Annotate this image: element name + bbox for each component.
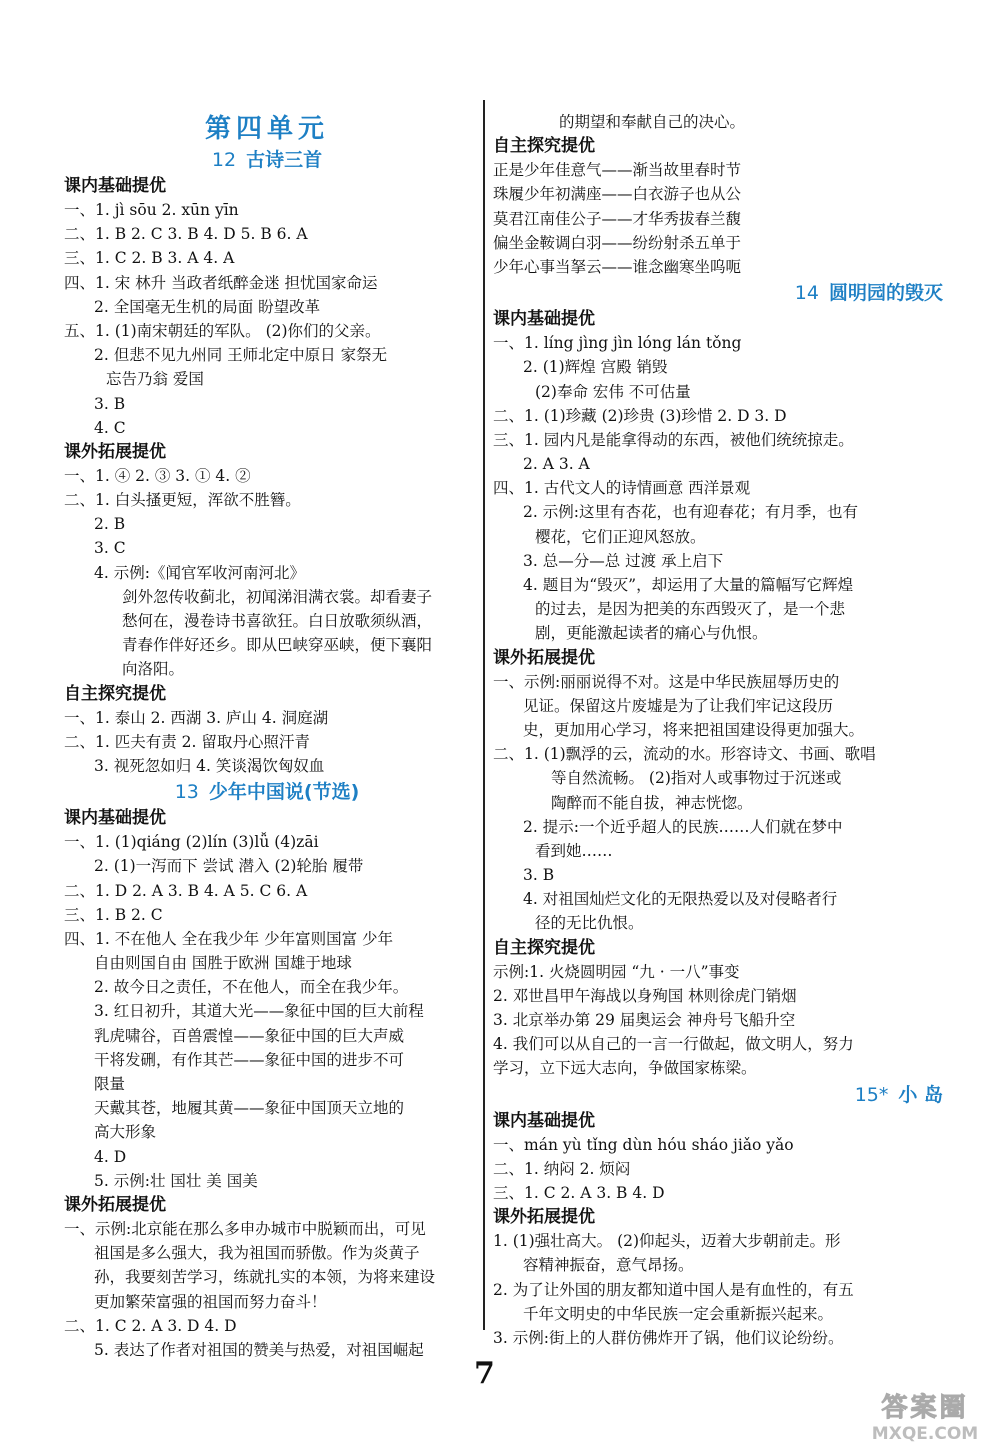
answer-line: 二、1. 纳闷 2. 烦闷 [493,1159,631,1178]
answer-line: 自由则国自由 国胜于欧洲 国雄于地球 [94,954,352,973]
answer-line: 一、1. 泰山 2. 西湖 3. 庐山 4. 洞庭湖 [64,708,329,727]
answer-line: 学习，立下远大志向，争做国家栋梁。 [493,1059,757,1078]
answer-line: 2. 邓世昌甲午海战以身殉国 林则徐虎门销烟 [493,986,797,1005]
answer-line: 示例:1. 火烧圆明园 “九 · 一八”事变 [493,962,740,981]
answer-line: 祖国是多么强大，我为祖国而骄傲。作为炎黄子 [94,1244,420,1263]
lesson-15-heading [493,1081,955,1109]
answer-line: 一、mán yù tǐng dùn hóu sháo jiǎo yǎo [493,1135,794,1154]
lesson-title: 圆明园的毁灭 [828,282,943,305]
watermark-logo [858,1392,992,1448]
answer-line: 5. 示例:壮 国壮 美 国美 [94,1171,258,1190]
answer-line: 5. 表达了作者对祖国的赞美与热爱，对祖国崛起 [94,1340,424,1359]
answer-line: 4. 我们可以从自己的一言一行做起，做文明人，努力 [493,1035,854,1054]
answer-line: 2. 提示:一个近乎超人的民族……人们就在梦中 [523,817,843,836]
answer-line: 一、1. ④ 2. ③ 3. ① 4. ② [64,466,251,485]
answer-line: 二、1. B 2. C 3. B 4. D 5. B 6. A [64,225,308,244]
answer-line: 等自然流畅。 (2)指对人或事物过于沉迷或 [551,769,842,788]
section-heading: 课内基础提优 [493,309,595,330]
answer-line: 愁何在，漫卷诗书喜欲狂。白日放歌须纵酒， [122,612,433,630]
answer-line: 一、示例:北京能在那么多申办城市中脱颖而出，可见 [64,1219,426,1238]
answer-line: 4. 示例:《闻官军收河南河北》 [94,563,305,582]
answer-line: 容精神振奋，意气昂扬。 [523,1256,694,1275]
answer-line: 3. 视死忽如归 4. 笑谈渴饮匈奴血 [94,756,325,775]
answer-line: 二、1. C 2. A 3. D 4. D [64,1316,237,1335]
section-heading: 自主探究提优 [64,683,166,704]
answer-line: 干将发硎，有作其芒——象征中国的进步不可 [94,1050,405,1069]
answer-line: 1. (1)强壮高大。 (2)仰起头，迈着大步朝前走。形 [493,1232,841,1251]
answer-line: 2. 但悲不见九州同 王师北定中原日 家祭无 [94,346,388,365]
lesson-number: 14 [794,282,819,305]
watermark-url: MXQE.COM [871,1424,979,1444]
answer-line: 正是少年佳意气——渐当故里春时节 [493,161,742,180]
answer-line: 剧，更能激起读者的痛心与仇恨。 [535,624,768,643]
answer-line: 三、1. C 2. B 3. A 4. A [64,249,235,268]
lesson-number: 15* [854,1083,889,1106]
answer-line: 少年心事当拏云——谁念幽寒坐呜呃 [493,257,742,276]
answer-line: 2. A 3. A [523,455,590,474]
answer-line: 四、1. 古代文人的诗情画意 西洋景观 [493,479,751,498]
answer-line: 限量 [94,1075,126,1093]
answer-line: 4. C [94,418,126,437]
answer-line: 二、1. D 2. A 3. B 4. A 5. C 6. A [64,881,308,900]
answer-line: 忘告乃翁 爱国 [106,370,204,389]
answer-line: 樱花，它们正迎风怒放。 [535,527,706,546]
answer-line: 4. 对祖国灿烂文化的无限热爱以及对侵略者行 [523,890,838,909]
section-heading: 自主探究提优 [493,937,595,958]
answer-line: 4. 题目为“毁灭”，却运用了大量的篇幅写它辉煌 [523,576,854,594]
lesson-number: 13 [174,781,199,804]
answer-line: 高大形象 [94,1123,157,1142]
answer-line: 2. 为了让外国的朋友都知道中国人是有血性的，有五 [493,1280,854,1299]
answer-line: 千年文明史的中华民族一定会重新振兴起来。 [523,1304,834,1323]
answer-line: 天戴其苍，地履其黄——象征中国顶天立地的 [94,1099,405,1118]
answer-line: 二、1. (1)珍藏 (2)珍贵 (3)珍惜 2. D 3. D [493,406,787,425]
answer-line: 偏坐金鞍调白羽——纷纷射杀五单于 [493,233,742,252]
answer-line: 一、示例:丽丽说得不对。这是中华民族屈辱历史的 [493,672,840,691]
right-column [493,100,955,1350]
answer-line: 一、1. (1)qiáng (2)lín (3)lǚ (4)zāi [64,833,319,852]
answer-line: 二、1. (1)飘浮的云，流动的水。形容诗文、书画、歌唱 [493,745,876,764]
answer-line: 二、1. 匹夫有责 2. 留取丹心照汗青 [64,732,310,751]
unit-title: 第四单元 [204,114,329,144]
answer-line: 孙，我要刻苦学习，练就扎实的本领，为将来建设 [94,1268,436,1287]
answer-line: 青春作伴好还乡。即从巴峡穿巫峡，便下襄阳 [122,636,433,655]
lesson-title: 少年中国说(节选) [208,781,360,804]
answer-line: 2. 故今日之责任，不在他人，而全在我少年。 [94,978,409,997]
answer-line: 2. 全国毫无生机的局面 盼望改革 [94,297,321,316]
answer-line: 2. (1)一泻而下 尝试 潜入 (2)轮胎 履带 [94,857,364,876]
answer-line: 3. B [94,394,126,413]
answer-line: 四、1. 宋 林升 当政者纸醉金迷 担忧国家命运 [64,273,378,292]
answer-line: 3. 示例:街上的人群仿佛炸开了锅，他们议论纷纷。 [493,1328,844,1347]
section-heading: 课内基础提优 [64,808,166,829]
answer-line: 径的无比仇恨。 [535,914,644,933]
lesson-12-heading [64,146,470,174]
lesson-14-heading [493,279,955,307]
continued-line: 的期望和奉献自己的决心。 [559,113,746,131]
section-heading: 课内基础提优 [64,176,166,196]
left-column [64,100,470,1362]
answer-line: 五、1. (1)南宋朝廷的军队。 (2)你们的父亲。 [64,321,381,340]
section-heading: 课外拓展提优 [64,441,166,462]
answer-line: 见证。保留这片废墟是为了让我们牢记这段历 [523,696,834,715]
answer-line: 看到她…… [535,841,613,860]
answer-line: 莫君江南佳公子——才华秀拔春兰馥 [493,209,742,228]
answer-line: 乳虎啸谷，百兽震惶——象征中国的巨大声威 [94,1026,405,1045]
answer-line: 2. (1)辉煌 宫殿 销毁 [523,358,668,377]
section-heading: 课外拓展提优 [493,647,595,668]
answer-line: 更加繁荣富强的祖国而努力奋斗！ [94,1292,327,1311]
column-divider [483,100,485,1330]
section-heading: 课外拓展提优 [64,1194,166,1215]
answer-line: 2. B [94,515,126,534]
answer-line: (2)奉命 宏伟 不可估量 [535,382,691,401]
answer-line: 一、1. jì sōu 2. xūn yīn [64,201,239,219]
answer-line: 三、1. C 2. A 3. B 4. D [493,1183,665,1202]
answer-line: 4. D [94,1147,127,1166]
answer-line: 四、1. 不在他人 全在我少年 少年富则国富 少年 [64,929,393,948]
answer-line: 3. 北京举办第 29 届奥运会 神舟号飞船升空 [493,1011,796,1029]
answer-line: 2. 示例:这里有杏花，也有迎春花；有月季，也有 [523,503,858,522]
answer-line: 向洛阳。 [122,660,185,679]
answer-line: 陶醉而不能自拔，神志恍惚。 [551,793,753,812]
lesson-title: 小 岛 [898,1083,943,1106]
answer-line: 三、1. 园内凡是能拿得动的东西，被他们统统掠走。 [493,430,854,449]
answer-line: 珠履少年初满座——白衣游子也从公 [493,185,742,204]
answer-line: 3. 红日初升，其道大光——象征中国的巨大前程 [94,1002,424,1021]
answer-line: 一、1. líng jìng jìn lóng lán tǒng [493,334,742,353]
answer-line: 剑外忽传收蓟北，初闻涕泪满衣裳。却看妻子 [122,587,433,606]
answer-line: 3. B [523,866,555,885]
lesson-number: 12 [211,149,237,171]
answer-line: 三、1. B 2. C [64,905,163,924]
lesson-13-heading [64,778,470,806]
page-number: 7 [474,1356,495,1391]
section-heading: 自主探究提优 [493,136,595,157]
answer-line: 3. C [94,539,126,558]
section-heading: 课内基础提优 [493,1110,595,1131]
answer-line: 二、1. 白头搔更短，浑欲不胜簪。 [64,491,301,510]
watermark-logo-text: 答案圈 [881,1393,969,1423]
answer-line: 史，更加用心学习，将来把祖国建设得更加强大。 [523,720,865,739]
answer-line: 的过去，是因为把美的东西毁灭了，是一个悲 [535,600,846,619]
answer-line: 3. 总—分—总 过渡 承上启下 [523,551,724,570]
section-heading: 课外拓展提优 [493,1207,595,1228]
lesson-title: 古诗三首 [246,149,323,171]
